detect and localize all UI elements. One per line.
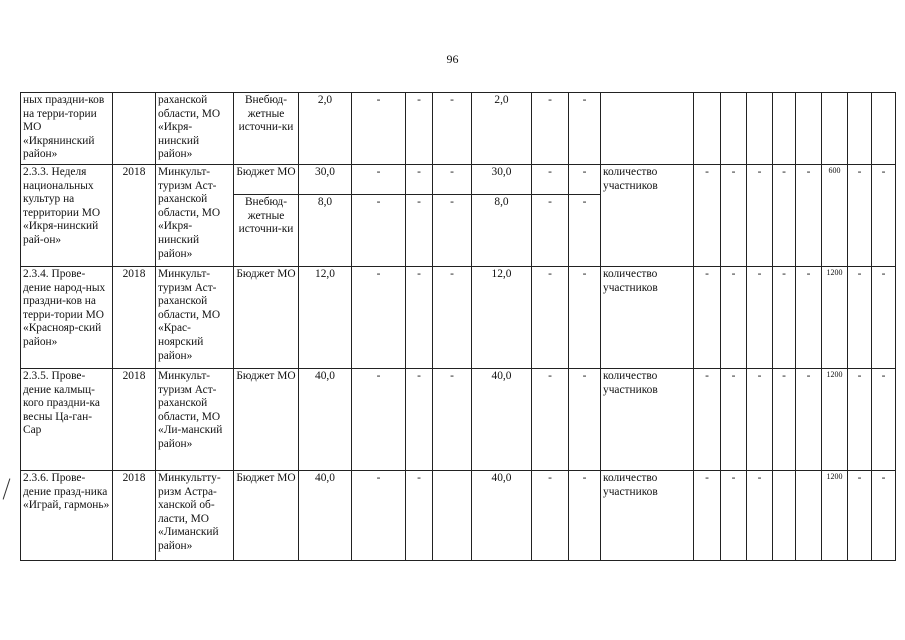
indicator: количество участников	[601, 267, 694, 369]
event-name: 2.3.3. Неделя национальных культур на территории МО «Икря-нинский рай-он»	[21, 165, 113, 267]
year: 2018	[113, 471, 156, 561]
event-name: 2.3.6. Прове-дение празд-ника «Играй, гармонь»	[21, 471, 113, 561]
target-value	[796, 93, 822, 165]
page-number: 96	[446, 52, 459, 66]
program-table	[20, 92, 896, 561]
target-value: -	[848, 267, 872, 369]
funding-source: Бюджет МО	[234, 471, 299, 561]
target-value: 1200	[822, 267, 848, 369]
funding-year-value: -	[433, 267, 472, 369]
funding-year-value: -	[569, 93, 601, 165]
target-value: -	[848, 471, 872, 561]
target-value: -	[694, 369, 721, 471]
funding-year-value: -	[532, 93, 569, 165]
indicator	[601, 93, 694, 165]
target-value: -	[872, 267, 896, 369]
target-value: -	[796, 267, 822, 369]
target-value: -	[747, 471, 773, 561]
funding-source: Внебюд-жетные источни-ки	[234, 93, 299, 165]
funding-year-value: -	[532, 195, 569, 267]
funding-year-value: -	[406, 195, 433, 267]
target-value	[721, 93, 747, 165]
executor: Минкульт-туризм Аст-раханской области, МО «Крас-ноярский район»	[156, 267, 234, 369]
event-name: 2.3.5. Прове-дение калмыц-кого праздни-ка весны Ца-ган-Сар	[21, 369, 113, 471]
funding-total: 40,0	[299, 471, 352, 561]
funding-year-value: -	[352, 93, 406, 165]
target-value: -	[694, 267, 721, 369]
year	[113, 93, 156, 165]
table-row	[21, 93, 896, 165]
target-value	[796, 471, 822, 561]
funding-year-value: -	[569, 165, 601, 195]
funding-year-value: -	[352, 369, 406, 471]
target-value	[694, 93, 721, 165]
target-value: -	[872, 165, 896, 267]
year: 2018	[113, 165, 156, 267]
funding-year-value: 30,0	[472, 165, 532, 195]
target-value: -	[872, 369, 896, 471]
funding-year-value: -	[352, 471, 406, 561]
funding-year-value: -	[532, 471, 569, 561]
target-value	[773, 93, 796, 165]
funding-total: 30,0	[299, 165, 352, 195]
funding-source: Бюджет МО	[234, 267, 299, 369]
event-name: ных праздни-ков на терри-тории МО «Икрянинский район»	[21, 93, 113, 165]
funding-year-value: -	[433, 195, 472, 267]
funding-total: 40,0	[299, 369, 352, 471]
target-value: -	[747, 165, 773, 267]
funding-year-value: 40,0	[472, 369, 532, 471]
table-row	[21, 267, 896, 369]
target-value	[822, 93, 848, 165]
funding-year-value: -	[406, 369, 433, 471]
target-value: -	[747, 369, 773, 471]
funding-year-value: -	[352, 165, 406, 195]
target-value: -	[773, 165, 796, 267]
funding-year-value: -	[569, 195, 601, 267]
target-value: 1200	[822, 471, 848, 561]
indicator: количество участников	[601, 165, 694, 267]
target-value: 1200	[822, 369, 848, 471]
funding-year-value: -	[532, 165, 569, 195]
funding-source: Бюджет МО	[234, 165, 299, 195]
target-value: -	[872, 471, 896, 561]
funding-year-value: -	[569, 267, 601, 369]
funding-year-value: -	[406, 471, 433, 561]
funding-total: 12,0	[299, 267, 352, 369]
funding-year-value: -	[433, 165, 472, 195]
executor: раханской области, МО «Икря-нинский район»	[156, 93, 234, 165]
target-value	[848, 93, 872, 165]
funding-year-value: 40,0	[472, 471, 532, 561]
funding-total: 8,0	[299, 195, 352, 267]
target-value: -	[721, 165, 747, 267]
funding-source: Внебюд-жетные источни-ки	[234, 195, 299, 267]
funding-year-value	[433, 471, 472, 561]
executor: Минкульт-туризм Аст-раханской области, МО «Ли-манский район»	[156, 369, 234, 471]
target-value: -	[694, 471, 721, 561]
margin-pen-mark	[3, 478, 11, 499]
target-value: -	[721, 471, 747, 561]
table-row	[21, 165, 896, 195]
executor: Минкульт-туризм Аст-раханской области, МО «Икря-нинский район»	[156, 165, 234, 267]
year: 2018	[113, 267, 156, 369]
funding-year-value: 2,0	[472, 93, 532, 165]
funding-source: Бюджет МО	[234, 369, 299, 471]
target-value: -	[848, 165, 872, 267]
target-value	[773, 471, 796, 561]
target-value: -	[747, 267, 773, 369]
target-value: -	[721, 267, 747, 369]
executor: Минкультту-ризм Астра-ханской об-ласти, МО «Лиманский район»	[156, 471, 234, 561]
table-row	[21, 471, 896, 561]
indicator: количество участников	[601, 471, 694, 561]
target-value: -	[848, 369, 872, 471]
target-value: -	[796, 369, 822, 471]
target-value	[872, 93, 896, 165]
funding-year-value: -	[532, 267, 569, 369]
year: 2018	[113, 369, 156, 471]
funding-year-value: -	[433, 369, 472, 471]
event-name: 2.3.4. Прове-дение народ-ных праздни-ков на терри-тории МО «Краснояр-ский район»	[21, 267, 113, 369]
funding-year-value: -	[406, 267, 433, 369]
indicator: количество участников	[601, 369, 694, 471]
target-value: 600	[822, 165, 848, 267]
funding-year-value: -	[352, 195, 406, 267]
funding-year-value: -	[569, 471, 601, 561]
funding-total: 2,0	[299, 93, 352, 165]
funding-year-value: 12,0	[472, 267, 532, 369]
funding-year-value: -	[532, 369, 569, 471]
target-value: -	[796, 165, 822, 267]
target-value: -	[721, 369, 747, 471]
table-row	[21, 369, 896, 471]
funding-year-value: -	[352, 267, 406, 369]
target-value: -	[773, 369, 796, 471]
funding-year-value: -	[569, 369, 601, 471]
target-value: -	[694, 165, 721, 267]
funding-year-value: -	[406, 165, 433, 195]
target-value: -	[773, 267, 796, 369]
funding-year-value: 8,0	[472, 195, 532, 267]
funding-year-value: -	[433, 93, 472, 165]
target-value	[747, 93, 773, 165]
funding-year-value: -	[406, 93, 433, 165]
